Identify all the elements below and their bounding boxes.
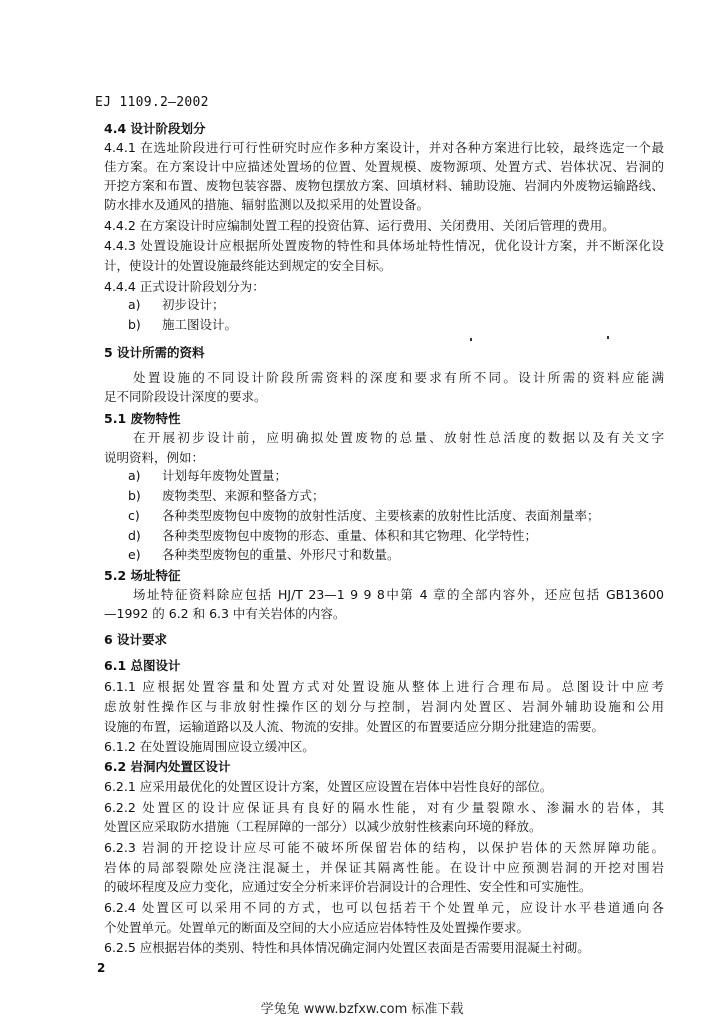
clause-4-4-4: 4.4.4 正式设计阶段划分为： xyxy=(104,279,265,294)
clause-4-4-3-line: 4.4.3 处置设施设计应根据所处置废物的特性和具体场址特性情况，优化设计方案，并不断深化设 xyxy=(104,238,664,253)
list-item xyxy=(128,317,688,333)
clause-4-4-3-line: 计，使设计的处置设施最终能达到规定的安全目标。 xyxy=(104,258,392,273)
list-item-label: c) xyxy=(128,508,140,523)
list-item-label: a) xyxy=(128,297,141,312)
list-item xyxy=(128,468,688,484)
list-item xyxy=(128,508,688,524)
list-item xyxy=(128,528,688,544)
list-item-label: d) xyxy=(128,528,141,543)
clause-6-2-2-line: 处置区应采取防水措施（工程屏障的一部分）以减少放射性核素向环境的释放。 xyxy=(104,819,542,834)
clause-6-1-1-line: 虑放射性操作区与非放射性操作区的划分与控制，岩洞内处置区、岩洞外辅助设施和公用 xyxy=(104,699,664,714)
clause-6-1-1-line: 设施的布置，运输道路以及人流、物流的安排。处置区的布置要适应分期分批建造的需要。 xyxy=(104,719,605,734)
section-5-2-line: 场址特征资料除应包括 HJ/T 23—1 9 9 8中第 4 章的全部内容外，还应包括 GB13600 xyxy=(133,587,664,602)
clause-4-4-2: 4.4.2 在方案设计时应编制处置工程的投资估算、运行费用、关闭费用、关闭后管理的费用。 xyxy=(104,218,615,233)
clause-6-1-2: 6.1.2 在处置设施周围应设立缓冲区。 xyxy=(104,739,315,754)
section-6-heading: 6 设计要求 xyxy=(104,632,168,647)
section-5-1-intro-line: 说明资料，例如： xyxy=(104,450,205,465)
clause-4-4-1-line: 4.4.1 在选址阶段进行可行性研究时应作多种方案设计，并对各种方案进行比较，最终选定一个最 xyxy=(104,140,664,155)
clause-6-2-3-line: 6.2.3 岩洞的开挖设计应尽可能不破坏所保留岩体的结构，以保护岩体的天然屏障功能。 xyxy=(104,840,664,855)
clause-6-2-1: 6.2.1 应采用最优化的处置区设计方案，处置区应设置在岩体中岩性良好的部位。 xyxy=(104,779,553,794)
list-item-text: 各种类型废物包中废物的形态、重量、体积和其它物理、化学特性； xyxy=(162,528,538,543)
section-5-1-heading: 5.1 废物特性 xyxy=(104,411,181,426)
scan-speck xyxy=(607,336,609,339)
section-5-1-intro-line: 在开展初步设计前，应明确拟处置废物的总量、放射性总活度的数据以及有关文字 xyxy=(133,430,664,445)
clause-4-4-1-line: 防水排水及通风的措施、辐射监测以及拟采用的处置设备。 xyxy=(104,197,430,212)
footer-watermark: 学兔兔 www.bzfxw.com 标准下载 xyxy=(260,1002,464,1017)
list-item-label: e) xyxy=(128,547,141,562)
document-code: EJ 1109.2—2002 xyxy=(95,95,209,110)
clause-4-4-1-line: 开挖方案和布置、废物包装容器、废物包摆放方案、回填材料、辅助设施、岩洞内外废物运输路线、 xyxy=(104,178,664,193)
section-5-intro-line: 处置设施的不同设计阶段所需资料的深度和要求有所不同。设计所需的资料应能满 xyxy=(133,370,664,385)
section-4-4-heading: 4.4 设计阶段划分 xyxy=(104,121,206,136)
list-item-label: b) xyxy=(128,317,141,332)
page-number: 2 xyxy=(97,961,106,975)
list-item xyxy=(128,547,688,563)
clause-6-2-3-line: 岩体的局部裂隙处应浇注混凝土，并保证其隔离性能。在设计中应预测岩洞的开挖对围岩 xyxy=(104,860,664,875)
list-item-label: b) xyxy=(128,488,141,503)
list-item-label: a) xyxy=(128,468,141,483)
list-item-text: 计划每年废物处置量； xyxy=(162,468,288,483)
list-item xyxy=(128,488,688,504)
section-5-heading: 5 设计所需的资料 xyxy=(104,345,205,360)
section-5-2-heading: 5.2 场址特征 xyxy=(104,568,181,583)
section-6-2-heading: 6.2 岩洞内处置区设计 xyxy=(104,759,231,774)
list-item-text: 废物类型、来源和整备方式； xyxy=(162,488,325,503)
clause-6-2-3-line: 的破坏程度及应力变化，应通过安全分析来评价岩洞设计的合理性、安全性和可实施性。 xyxy=(104,879,592,894)
section-6-1-heading: 6.1 总图设计 xyxy=(104,658,181,673)
clause-6-2-2-line: 6.2.2 处置区的设计应保证具有良好的隔水性能，对有少量裂隙水、渗漏水的岩体，其 xyxy=(104,800,664,815)
scan-speck xyxy=(470,338,472,341)
list-item-text: 各种类型废物包中废物的放射性活度、主要核素的放射性比活度、表面剂量率； xyxy=(162,508,600,523)
list-item-text: 施工图设计。 xyxy=(162,317,238,332)
clause-6-2-4-line: 6.2.4 处置区可以采用不同的方式，也可以包括若干个处置单元，应设计水平巷道通向各 xyxy=(104,900,664,915)
list-item-text: 初步设计； xyxy=(162,297,225,312)
clause-6-2-4-line: 个处置单元。处置单元的断面及空间的大小应适应岩体特性及处置操作要求。 xyxy=(104,920,530,935)
section-5-2-line: —1992 的 6.2 和 6.3 中有关岩体的内容。 xyxy=(104,606,346,621)
clause-6-2-5: 6.2.5 应根据岩体的类别、特性和具体情况确定洞内处置区表面是否需要用混凝土衬砌。 xyxy=(104,940,590,955)
list-item xyxy=(128,297,688,313)
clause-6-1-1-line: 6.1.1 应根据处置容量和处置方式对处置设施从整体上进行合理布局。总图设计中应考 xyxy=(104,679,664,694)
list-item-text: 各种类型废物包的重量、外形尺寸和数量。 xyxy=(162,547,400,562)
section-5-intro-line: 足不同阶段设计深度的要求。 xyxy=(104,389,267,404)
clause-4-4-1-line: 佳方案。在方案设计中应描述处置场的位置、处置规模、废物源项、处置方式、岩体状况、岩洞的 xyxy=(104,159,664,174)
